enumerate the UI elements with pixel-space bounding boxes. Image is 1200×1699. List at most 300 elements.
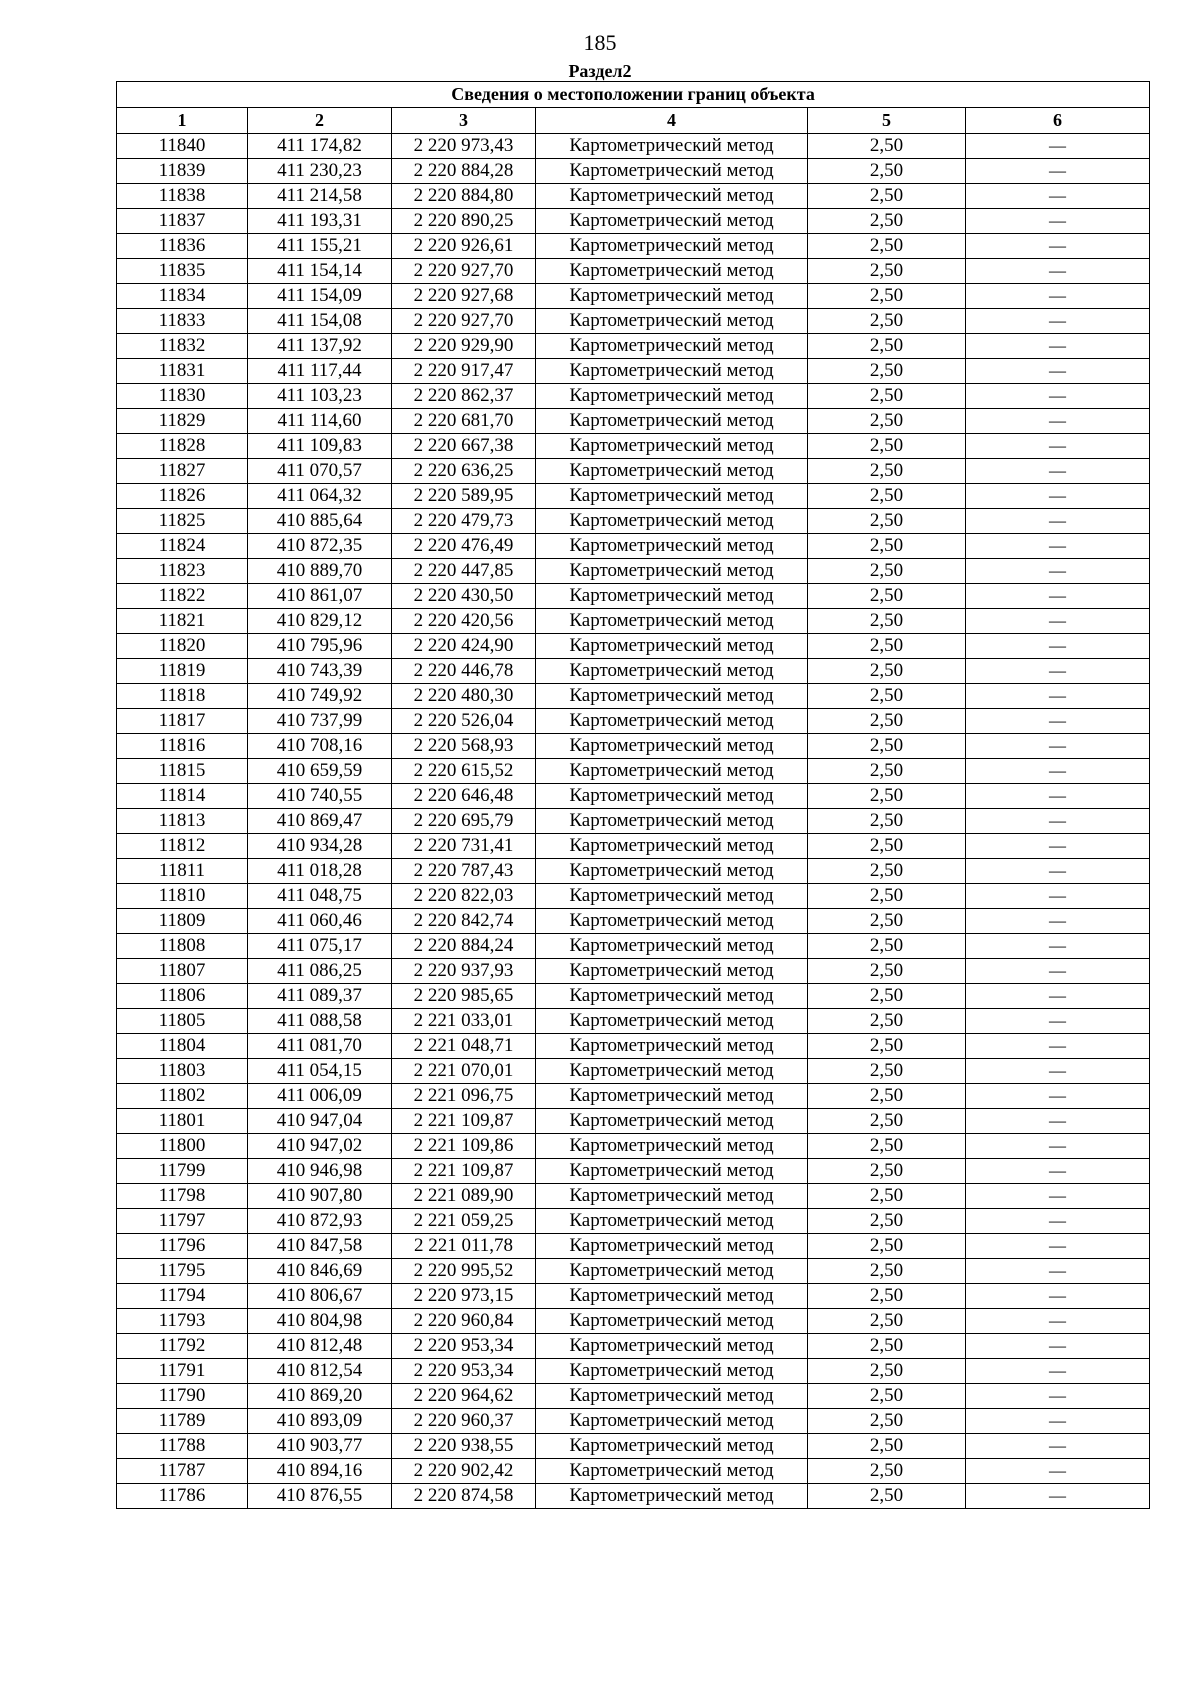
description-cell: — bbox=[966, 1034, 1150, 1059]
y-coordinate-cell: 2 220 589,95 bbox=[392, 484, 536, 509]
point-number-cell: 11788 bbox=[117, 1434, 248, 1459]
table-row bbox=[117, 459, 1150, 484]
accuracy-cell: 2,50 bbox=[808, 259, 966, 284]
page-number: 185 bbox=[583, 30, 617, 55]
accuracy-cell: 2,50 bbox=[808, 709, 966, 734]
method-cell: Картометрический метод bbox=[536, 509, 808, 534]
description-cell: — bbox=[966, 159, 1150, 184]
point-number-cell: 11794 bbox=[117, 1284, 248, 1309]
point-number-cell: 11816 bbox=[117, 734, 248, 759]
y-coordinate-cell: 2 220 985,65 bbox=[392, 984, 536, 1009]
x-coordinate-cell: 410 872,35 bbox=[248, 534, 392, 559]
description-cell: — bbox=[966, 784, 1150, 809]
table-row bbox=[117, 1384, 1150, 1409]
y-coordinate-cell: 2 220 926,61 bbox=[392, 234, 536, 259]
accuracy-cell: 2,50 bbox=[808, 884, 966, 909]
x-coordinate-cell: 410 876,55 bbox=[248, 1484, 392, 1509]
description-cell: — bbox=[966, 1184, 1150, 1209]
description-cell: — bbox=[966, 859, 1150, 884]
method-cell: Картометрический метод bbox=[536, 234, 808, 259]
table-row bbox=[117, 159, 1150, 184]
point-number-cell: 11808 bbox=[117, 934, 248, 959]
point-number-cell: 11820 bbox=[117, 634, 248, 659]
description-cell: — bbox=[966, 1209, 1150, 1234]
y-coordinate-cell: 2 220 953,34 bbox=[392, 1334, 536, 1359]
description-cell: — bbox=[966, 1284, 1150, 1309]
column-number: 3 bbox=[392, 108, 536, 134]
point-number-cell: 11809 bbox=[117, 909, 248, 934]
accuracy-cell: 2,50 bbox=[808, 634, 966, 659]
description-cell: — bbox=[966, 584, 1150, 609]
method-cell: Картометрический метод bbox=[536, 1059, 808, 1084]
point-number-cell: 11789 bbox=[117, 1409, 248, 1434]
description-cell: — bbox=[966, 1084, 1150, 1109]
method-cell: Картометрический метод bbox=[536, 1409, 808, 1434]
x-coordinate-cell: 410 869,47 bbox=[248, 809, 392, 834]
table-row bbox=[117, 1009, 1150, 1034]
point-number-cell: 11787 bbox=[117, 1459, 248, 1484]
description-cell: — bbox=[966, 759, 1150, 784]
accuracy-cell: 2,50 bbox=[808, 434, 966, 459]
y-coordinate-cell: 2 220 787,43 bbox=[392, 859, 536, 884]
table-row bbox=[117, 534, 1150, 559]
description-cell: — bbox=[966, 1434, 1150, 1459]
table-row bbox=[117, 934, 1150, 959]
y-coordinate-cell: 2 220 874,58 bbox=[392, 1484, 536, 1509]
method-cell: Картометрический метод bbox=[536, 1109, 808, 1134]
y-coordinate-cell: 2 220 526,04 bbox=[392, 709, 536, 734]
table-row bbox=[117, 484, 1150, 509]
method-cell: Картометрический метод bbox=[536, 159, 808, 184]
table-row bbox=[117, 684, 1150, 709]
accuracy-cell: 2,50 bbox=[808, 759, 966, 784]
table-row bbox=[117, 784, 1150, 809]
accuracy-cell: 2,50 bbox=[808, 684, 966, 709]
x-coordinate-cell: 411 064,32 bbox=[248, 484, 392, 509]
description-cell: — bbox=[966, 884, 1150, 909]
y-coordinate-cell: 2 220 842,74 bbox=[392, 909, 536, 934]
point-number-cell: 11791 bbox=[117, 1359, 248, 1384]
y-coordinate-cell: 2 220 447,85 bbox=[392, 559, 536, 584]
table-row bbox=[117, 1459, 1150, 1484]
y-coordinate-cell: 2 220 424,90 bbox=[392, 634, 536, 659]
method-cell: Картометрический метод bbox=[536, 1434, 808, 1459]
table-row bbox=[117, 1059, 1150, 1084]
x-coordinate-cell: 410 743,39 bbox=[248, 659, 392, 684]
description-cell: — bbox=[966, 934, 1150, 959]
method-cell: Картометрический метод bbox=[536, 1284, 808, 1309]
table-row bbox=[117, 859, 1150, 884]
table-row bbox=[117, 409, 1150, 434]
point-number-cell: 11797 bbox=[117, 1209, 248, 1234]
table-row bbox=[117, 559, 1150, 584]
table-row bbox=[117, 709, 1150, 734]
x-coordinate-cell: 410 749,92 bbox=[248, 684, 392, 709]
x-coordinate-cell: 411 048,75 bbox=[248, 884, 392, 909]
method-cell: Картометрический метод bbox=[536, 259, 808, 284]
column-number: 1 bbox=[117, 108, 248, 134]
table-row bbox=[117, 634, 1150, 659]
x-coordinate-cell: 411 154,08 bbox=[248, 309, 392, 334]
y-coordinate-cell: 2 221 011,78 bbox=[392, 1234, 536, 1259]
column-number: 4 bbox=[536, 108, 808, 134]
point-number-cell: 11834 bbox=[117, 284, 248, 309]
column-number: 5 bbox=[808, 108, 966, 134]
y-coordinate-cell: 2 220 476,49 bbox=[392, 534, 536, 559]
method-cell: Картометрический метод bbox=[536, 1234, 808, 1259]
table-row bbox=[117, 884, 1150, 909]
description-cell: — bbox=[966, 634, 1150, 659]
point-number-cell: 11833 bbox=[117, 309, 248, 334]
description-cell: — bbox=[966, 1359, 1150, 1384]
method-cell: Картометрический метод bbox=[536, 1359, 808, 1384]
accuracy-cell: 2,50 bbox=[808, 184, 966, 209]
method-cell: Картометрический метод bbox=[536, 1484, 808, 1509]
x-coordinate-cell: 410 795,96 bbox=[248, 634, 392, 659]
table-row bbox=[117, 309, 1150, 334]
method-cell: Картометрический метод bbox=[536, 1384, 808, 1409]
accuracy-cell: 2,50 bbox=[808, 534, 966, 559]
description-cell: — bbox=[966, 284, 1150, 309]
description-cell: — bbox=[966, 459, 1150, 484]
x-coordinate-cell: 410 903,77 bbox=[248, 1434, 392, 1459]
point-number-cell: 11814 bbox=[117, 784, 248, 809]
accuracy-cell: 2,50 bbox=[808, 1159, 966, 1184]
point-number-cell: 11830 bbox=[117, 384, 248, 409]
accuracy-cell: 2,50 bbox=[808, 984, 966, 1009]
accuracy-cell: 2,50 bbox=[808, 1034, 966, 1059]
description-cell: — bbox=[966, 484, 1150, 509]
x-coordinate-cell: 410 812,48 bbox=[248, 1334, 392, 1359]
table-row bbox=[117, 809, 1150, 834]
y-coordinate-cell: 2 220 695,79 bbox=[392, 809, 536, 834]
point-number-cell: 11792 bbox=[117, 1334, 248, 1359]
point-number-cell: 11806 bbox=[117, 984, 248, 1009]
table-row bbox=[117, 909, 1150, 934]
x-coordinate-cell: 411 114,60 bbox=[248, 409, 392, 434]
description-cell: — bbox=[966, 509, 1150, 534]
method-cell: Картометрический метод bbox=[536, 409, 808, 434]
point-number-cell: 11786 bbox=[117, 1484, 248, 1509]
x-coordinate-cell: 411 060,46 bbox=[248, 909, 392, 934]
method-cell: Картометрический метод bbox=[536, 1134, 808, 1159]
x-coordinate-cell: 411 117,44 bbox=[248, 359, 392, 384]
point-number-cell: 11828 bbox=[117, 434, 248, 459]
point-number-cell: 11823 bbox=[117, 559, 248, 584]
x-coordinate-cell: 411 214,58 bbox=[248, 184, 392, 209]
y-coordinate-cell: 2 220 937,93 bbox=[392, 959, 536, 984]
description-cell: — bbox=[966, 1009, 1150, 1034]
method-cell: Картометрический метод bbox=[536, 1184, 808, 1209]
method-cell: Картометрический метод bbox=[536, 209, 808, 234]
description-cell: — bbox=[966, 359, 1150, 384]
point-number-cell: 11803 bbox=[117, 1059, 248, 1084]
table-row bbox=[117, 1209, 1150, 1234]
x-coordinate-cell: 411 193,31 bbox=[248, 209, 392, 234]
method-cell: Картометрический метод bbox=[536, 384, 808, 409]
x-coordinate-cell: 410 893,09 bbox=[248, 1409, 392, 1434]
y-coordinate-cell: 2 220 927,70 bbox=[392, 309, 536, 334]
point-number-cell: 11793 bbox=[117, 1309, 248, 1334]
accuracy-cell: 2,50 bbox=[808, 459, 966, 484]
table-row bbox=[117, 1159, 1150, 1184]
y-coordinate-cell: 2 220 902,42 bbox=[392, 1459, 536, 1484]
accuracy-cell: 2,50 bbox=[808, 809, 966, 834]
point-number-cell: 11795 bbox=[117, 1259, 248, 1284]
description-cell: — bbox=[966, 534, 1150, 559]
x-coordinate-cell: 410 947,04 bbox=[248, 1109, 392, 1134]
point-number-cell: 11819 bbox=[117, 659, 248, 684]
x-coordinate-cell: 411 089,37 bbox=[248, 984, 392, 1009]
method-cell: Картометрический метод bbox=[536, 934, 808, 959]
x-coordinate-cell: 411 075,17 bbox=[248, 934, 392, 959]
description-cell: — bbox=[966, 959, 1150, 984]
table-row bbox=[117, 1359, 1150, 1384]
accuracy-cell: 2,50 bbox=[808, 1134, 966, 1159]
description-cell: — bbox=[966, 184, 1150, 209]
method-cell: Картометрический метод bbox=[536, 859, 808, 884]
y-coordinate-cell: 2 220 927,70 bbox=[392, 259, 536, 284]
y-coordinate-cell: 2 220 636,25 bbox=[392, 459, 536, 484]
point-number-cell: 11813 bbox=[117, 809, 248, 834]
description-cell: — bbox=[966, 709, 1150, 734]
point-number-cell: 11822 bbox=[117, 584, 248, 609]
accuracy-cell: 2,50 bbox=[808, 234, 966, 259]
point-number-cell: 11801 bbox=[117, 1109, 248, 1134]
accuracy-cell: 2,50 bbox=[808, 1384, 966, 1409]
x-coordinate-cell: 410 829,12 bbox=[248, 609, 392, 634]
x-coordinate-cell: 411 103,23 bbox=[248, 384, 392, 409]
table-row bbox=[117, 834, 1150, 859]
point-number-cell: 11839 bbox=[117, 159, 248, 184]
table-caption-row bbox=[117, 82, 1150, 108]
method-cell: Картометрический метод bbox=[536, 284, 808, 309]
section-title: Раздел2 bbox=[568, 61, 632, 81]
table-row bbox=[117, 259, 1150, 284]
y-coordinate-cell: 2 220 917,47 bbox=[392, 359, 536, 384]
table-row bbox=[117, 659, 1150, 684]
y-coordinate-cell: 2 220 960,37 bbox=[392, 1409, 536, 1434]
y-coordinate-cell: 2 221 109,87 bbox=[392, 1109, 536, 1134]
method-cell: Картометрический метод bbox=[536, 609, 808, 634]
description-cell: — bbox=[966, 1259, 1150, 1284]
description-cell: — bbox=[966, 659, 1150, 684]
x-coordinate-cell: 410 737,99 bbox=[248, 709, 392, 734]
accuracy-cell: 2,50 bbox=[808, 1359, 966, 1384]
accuracy-cell: 2,50 bbox=[808, 309, 966, 334]
table-row bbox=[117, 984, 1150, 1009]
method-cell: Картометрический метод bbox=[536, 584, 808, 609]
y-coordinate-cell: 2 220 995,52 bbox=[392, 1259, 536, 1284]
accuracy-cell: 2,50 bbox=[808, 359, 966, 384]
accuracy-cell: 2,50 bbox=[808, 134, 966, 159]
method-cell: Картометрический метод bbox=[536, 459, 808, 484]
table-row bbox=[117, 1234, 1150, 1259]
accuracy-cell: 2,50 bbox=[808, 584, 966, 609]
accuracy-cell: 2,50 bbox=[808, 1109, 966, 1134]
y-coordinate-cell: 2 221 096,75 bbox=[392, 1084, 536, 1109]
point-number-cell: 11815 bbox=[117, 759, 248, 784]
point-number-cell: 11825 bbox=[117, 509, 248, 534]
table-row bbox=[117, 1084, 1150, 1109]
accuracy-cell: 2,50 bbox=[808, 1434, 966, 1459]
description-cell: — bbox=[966, 134, 1150, 159]
description-cell: — bbox=[966, 984, 1150, 1009]
method-cell: Картометрический метод bbox=[536, 1259, 808, 1284]
table-row bbox=[117, 434, 1150, 459]
description-cell: — bbox=[966, 1459, 1150, 1484]
point-number-cell: 11821 bbox=[117, 609, 248, 634]
x-coordinate-cell: 410 812,54 bbox=[248, 1359, 392, 1384]
y-coordinate-cell: 2 220 731,41 bbox=[392, 834, 536, 859]
description-cell: — bbox=[966, 1134, 1150, 1159]
accuracy-cell: 2,50 bbox=[808, 1059, 966, 1084]
y-coordinate-cell: 2 220 938,55 bbox=[392, 1434, 536, 1459]
method-cell: Картометрический метод bbox=[536, 1009, 808, 1034]
point-number-cell: 11836 bbox=[117, 234, 248, 259]
y-coordinate-cell: 2 220 884,28 bbox=[392, 159, 536, 184]
table-row bbox=[117, 384, 1150, 409]
x-coordinate-cell: 411 081,70 bbox=[248, 1034, 392, 1059]
y-coordinate-cell: 2 220 973,15 bbox=[392, 1284, 536, 1309]
y-coordinate-cell: 2 220 884,24 bbox=[392, 934, 536, 959]
x-coordinate-cell: 411 137,92 bbox=[248, 334, 392, 359]
accuracy-cell: 2,50 bbox=[808, 934, 966, 959]
method-cell: Картометрический метод bbox=[536, 684, 808, 709]
accuracy-cell: 2,50 bbox=[808, 1284, 966, 1309]
description-cell: — bbox=[966, 259, 1150, 284]
y-coordinate-cell: 2 220 890,25 bbox=[392, 209, 536, 234]
description-cell: — bbox=[966, 1334, 1150, 1359]
table-row bbox=[117, 1334, 1150, 1359]
accuracy-cell: 2,50 bbox=[808, 1259, 966, 1284]
description-cell: — bbox=[966, 1384, 1150, 1409]
table-row bbox=[117, 1184, 1150, 1209]
method-cell: Картометрический метод bbox=[536, 1334, 808, 1359]
description-cell: — bbox=[966, 809, 1150, 834]
method-cell: Картометрический метод bbox=[536, 909, 808, 934]
point-number-cell: 11804 bbox=[117, 1034, 248, 1059]
x-coordinate-cell: 410 946,98 bbox=[248, 1159, 392, 1184]
x-coordinate-cell: 411 088,58 bbox=[248, 1009, 392, 1034]
point-number-cell: 11798 bbox=[117, 1184, 248, 1209]
point-number-cell: 11807 bbox=[117, 959, 248, 984]
x-coordinate-cell: 410 885,64 bbox=[248, 509, 392, 534]
description-cell: — bbox=[966, 909, 1150, 934]
accuracy-cell: 2,50 bbox=[808, 1459, 966, 1484]
x-coordinate-cell: 410 804,98 bbox=[248, 1309, 392, 1334]
y-coordinate-cell: 2 220 446,78 bbox=[392, 659, 536, 684]
description-cell: — bbox=[966, 559, 1150, 584]
y-coordinate-cell: 2 221 109,87 bbox=[392, 1159, 536, 1184]
accuracy-cell: 2,50 bbox=[808, 509, 966, 534]
method-cell: Картометрический метод bbox=[536, 334, 808, 359]
y-coordinate-cell: 2 220 479,73 bbox=[392, 509, 536, 534]
table-row bbox=[117, 234, 1150, 259]
description-cell: — bbox=[966, 209, 1150, 234]
table-row bbox=[117, 1109, 1150, 1134]
method-cell: Картометрический метод bbox=[536, 984, 808, 1009]
method-cell: Картометрический метод bbox=[536, 559, 808, 584]
method-cell: Картометрический метод bbox=[536, 534, 808, 559]
description-cell: — bbox=[966, 609, 1150, 634]
table-row bbox=[117, 1259, 1150, 1284]
point-number-cell: 11818 bbox=[117, 684, 248, 709]
description-cell: — bbox=[966, 734, 1150, 759]
point-number-cell: 11811 bbox=[117, 859, 248, 884]
y-coordinate-cell: 2 220 420,56 bbox=[392, 609, 536, 634]
point-number-cell: 11800 bbox=[117, 1134, 248, 1159]
x-coordinate-cell: 411 174,82 bbox=[248, 134, 392, 159]
accuracy-cell: 2,50 bbox=[808, 409, 966, 434]
description-cell: — bbox=[966, 434, 1150, 459]
description-cell: — bbox=[966, 234, 1150, 259]
point-number-cell: 11824 bbox=[117, 534, 248, 559]
method-cell: Картометрический метод bbox=[536, 809, 808, 834]
x-coordinate-cell: 410 847,58 bbox=[248, 1234, 392, 1259]
y-coordinate-cell: 2 220 430,50 bbox=[392, 584, 536, 609]
method-cell: Картометрический метод bbox=[536, 1209, 808, 1234]
x-coordinate-cell: 410 708,16 bbox=[248, 734, 392, 759]
accuracy-cell: 2,50 bbox=[808, 1234, 966, 1259]
x-coordinate-cell: 410 947,02 bbox=[248, 1134, 392, 1159]
x-coordinate-cell: 410 806,67 bbox=[248, 1284, 392, 1309]
table-row bbox=[117, 334, 1150, 359]
table-row bbox=[117, 1434, 1150, 1459]
column-number-row bbox=[117, 108, 1150, 134]
table-row bbox=[117, 209, 1150, 234]
description-cell: — bbox=[966, 1484, 1150, 1509]
y-coordinate-cell: 2 220 884,80 bbox=[392, 184, 536, 209]
point-number-cell: 11817 bbox=[117, 709, 248, 734]
table-caption: Сведения о местоположении границ объекта bbox=[117, 82, 1150, 108]
accuracy-cell: 2,50 bbox=[808, 1084, 966, 1109]
description-cell: — bbox=[966, 1309, 1150, 1334]
method-cell: Картометрический метод bbox=[536, 959, 808, 984]
table-row bbox=[117, 134, 1150, 159]
accuracy-cell: 2,50 bbox=[808, 1484, 966, 1509]
point-number-cell: 11826 bbox=[117, 484, 248, 509]
method-cell: Картометрический метод bbox=[536, 1459, 808, 1484]
y-coordinate-cell: 2 220 862,37 bbox=[392, 384, 536, 409]
x-coordinate-cell: 410 889,70 bbox=[248, 559, 392, 584]
description-cell: — bbox=[966, 384, 1150, 409]
point-number-cell: 11838 bbox=[117, 184, 248, 209]
point-number-cell: 11812 bbox=[117, 834, 248, 859]
accuracy-cell: 2,50 bbox=[808, 159, 966, 184]
accuracy-cell: 2,50 bbox=[808, 1409, 966, 1434]
y-coordinate-cell: 2 221 070,01 bbox=[392, 1059, 536, 1084]
x-coordinate-cell: 410 934,28 bbox=[248, 834, 392, 859]
method-cell: Картометрический метод bbox=[536, 634, 808, 659]
method-cell: Картометрический метод bbox=[536, 734, 808, 759]
x-coordinate-cell: 411 154,14 bbox=[248, 259, 392, 284]
y-coordinate-cell: 2 221 109,86 bbox=[392, 1134, 536, 1159]
point-number-cell: 11805 bbox=[117, 1009, 248, 1034]
description-cell: — bbox=[966, 834, 1150, 859]
method-cell: Картометрический метод bbox=[536, 759, 808, 784]
description-cell: — bbox=[966, 1159, 1150, 1184]
point-number-cell: 11840 bbox=[117, 134, 248, 159]
accuracy-cell: 2,50 bbox=[808, 284, 966, 309]
y-coordinate-cell: 2 220 927,68 bbox=[392, 284, 536, 309]
y-coordinate-cell: 2 220 480,30 bbox=[392, 684, 536, 709]
method-cell: Картометрический метод bbox=[536, 134, 808, 159]
table-row bbox=[117, 1309, 1150, 1334]
x-coordinate-cell: 410 659,59 bbox=[248, 759, 392, 784]
table-row bbox=[117, 509, 1150, 534]
y-coordinate-cell: 2 221 048,71 bbox=[392, 1034, 536, 1059]
